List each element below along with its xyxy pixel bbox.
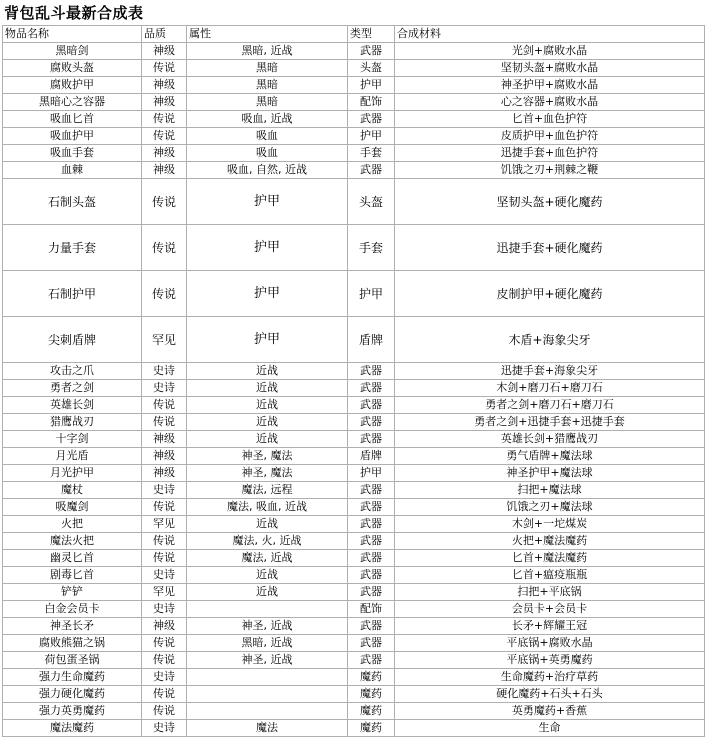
table-row: [3, 94, 705, 111]
cell-item-name: 力量手套: [3, 225, 142, 271]
cell-item-name: 石制护甲: [3, 271, 142, 317]
cell-recipe: 坚韧头盔+腐败水晶: [395, 60, 705, 77]
cell-quality: 传说: [142, 397, 187, 414]
cell-recipe: 勇者之剑+迅捷手套+迅捷手套: [395, 414, 705, 431]
cell-recipe: 扫把+平底锅: [395, 584, 705, 601]
cell-item-name: 猎鹰战刃: [3, 414, 142, 431]
cell-quality: 神级: [142, 94, 187, 111]
cell-item-name: 剧毒匕首: [3, 567, 142, 584]
cell-attribute: 黑暗, 近战: [187, 43, 348, 60]
cell-attribute: 魔法, 火, 近战: [187, 533, 348, 550]
cell-quality: 罕见: [142, 516, 187, 533]
cell-quality: 史诗: [142, 380, 187, 397]
cell-item-name: 魔法魔药: [3, 720, 142, 737]
cell-item-name: 腐败护甲: [3, 77, 142, 94]
table-row: [3, 482, 705, 499]
cell-quality: 史诗: [142, 601, 187, 618]
cell-attribute: 近战: [187, 584, 348, 601]
table-row: [3, 145, 705, 162]
cell-item-name: 攻击之爪: [3, 363, 142, 380]
table-row: [3, 533, 705, 550]
cell-type: 魔药: [348, 720, 395, 737]
cell-item-name: 强力生命魔药: [3, 669, 142, 686]
cell-recipe: 皮制护甲+硬化魔药: [395, 271, 705, 317]
table-row: [3, 584, 705, 601]
cell-recipe: 硬化魔药+石头+石头: [395, 686, 705, 703]
table-row: [3, 567, 705, 584]
cell-recipe: 平底锅+英勇魔药: [395, 652, 705, 669]
table-row: [3, 703, 705, 720]
cell-type: 武器: [348, 516, 395, 533]
cell-attribute: 魔法, 近战: [187, 550, 348, 567]
table-row: [3, 111, 705, 128]
table-row: [3, 686, 705, 703]
cell-recipe: 坚韧头盔+硬化魔药: [395, 179, 705, 225]
cell-type: 武器: [348, 363, 395, 380]
cell-type: 手套: [348, 225, 395, 271]
table-row: [3, 77, 705, 94]
cell-item-name: 月光护甲: [3, 465, 142, 482]
cell-quality: 传说: [142, 703, 187, 720]
cell-item-name: 魔杖: [3, 482, 142, 499]
cell-item-name: 石制头盔: [3, 179, 142, 225]
cell-recipe: 匕首+血色护符: [395, 111, 705, 128]
cell-type: 武器: [348, 499, 395, 516]
cell-quality: 史诗: [142, 363, 187, 380]
cell-type: 武器: [348, 414, 395, 431]
cell-quality: 神级: [142, 43, 187, 60]
cell-attribute: 魔法, 吸血, 近战: [187, 499, 348, 516]
cell-quality: 史诗: [142, 567, 187, 584]
cell-quality: 传说: [142, 225, 187, 271]
cell-item-name: 尖刺盾牌: [3, 317, 142, 363]
cell-item-name: 腐败头盔: [3, 60, 142, 77]
cell-quality: 传说: [142, 686, 187, 703]
cell-attribute: 黑暗: [187, 77, 348, 94]
cell-item-name: 黑暗心之容器: [3, 94, 142, 111]
cell-type: 头盔: [348, 60, 395, 77]
cell-attribute: 吸血, 近战: [187, 111, 348, 128]
table-row: [3, 128, 705, 145]
cell-attribute: 神圣, 魔法: [187, 448, 348, 465]
cell-recipe: 匕首+瘟疫瓶瓶: [395, 567, 705, 584]
cell-recipe: 生命魔药+治疗草药: [395, 669, 705, 686]
header-recipe: 合成材料: [395, 26, 705, 43]
cell-item-name: 吸血护甲: [3, 128, 142, 145]
table-row: [3, 397, 705, 414]
cell-item-name: 神圣长矛: [3, 618, 142, 635]
cell-quality: 传说: [142, 111, 187, 128]
cell-attribute: [187, 601, 348, 618]
cell-quality: 神级: [142, 162, 187, 179]
table-row: [3, 499, 705, 516]
cell-attribute: 护甲: [187, 225, 348, 271]
cell-attribute: 护甲: [187, 317, 348, 363]
cell-quality: 传说: [142, 271, 187, 317]
table-header-row: [3, 26, 705, 43]
cell-quality: 传说: [142, 550, 187, 567]
cell-attribute: 神圣, 近战: [187, 618, 348, 635]
cell-item-name: 勇者之剑: [3, 380, 142, 397]
cell-attribute: 黑暗: [187, 94, 348, 111]
cell-item-name: 火把: [3, 516, 142, 533]
table-row: [3, 380, 705, 397]
table-row: [3, 414, 705, 431]
cell-type: 武器: [348, 533, 395, 550]
cell-type: 配饰: [348, 94, 395, 111]
cell-attribute: [187, 669, 348, 686]
cell-recipe: 英雄长剑+猎鹰战刃: [395, 431, 705, 448]
cell-recipe: 饥饿之刃+魔法球: [395, 499, 705, 516]
table-row: [3, 448, 705, 465]
cell-type: 配饰: [348, 601, 395, 618]
cell-type: 武器: [348, 567, 395, 584]
cell-type: 武器: [348, 652, 395, 669]
cell-recipe: 迅捷手套+血色护符: [395, 145, 705, 162]
cell-recipe: 木剑+一坨煤炭: [395, 516, 705, 533]
cell-type: 武器: [348, 431, 395, 448]
cell-quality: 传说: [142, 499, 187, 516]
cell-attribute: 近战: [187, 363, 348, 380]
cell-quality: 神级: [142, 448, 187, 465]
table-row: [3, 431, 705, 448]
cell-quality: 神级: [142, 431, 187, 448]
cell-type: 盾牌: [348, 317, 395, 363]
cell-type: 护甲: [348, 465, 395, 482]
cell-attribute: 近战: [187, 431, 348, 448]
cell-attribute: [187, 686, 348, 703]
cell-attribute: 近战: [187, 414, 348, 431]
cell-quality: 史诗: [142, 720, 187, 737]
cell-type: 武器: [348, 380, 395, 397]
cell-attribute: 近战: [187, 380, 348, 397]
table-row: [3, 60, 705, 77]
cell-quality: 神级: [142, 618, 187, 635]
cell-item-name: 白金会员卡: [3, 601, 142, 618]
cell-item-name: 荷包蛋圣锅: [3, 652, 142, 669]
cell-type: 盾牌: [348, 448, 395, 465]
cell-quality: 史诗: [142, 669, 187, 686]
cell-attribute: 近战: [187, 397, 348, 414]
cell-quality: 神级: [142, 145, 187, 162]
table-row: [3, 465, 705, 482]
cell-item-name: 腐败熊猫之锅: [3, 635, 142, 652]
cell-item-name: 吸血手套: [3, 145, 142, 162]
cell-item-name: 幽灵匕首: [3, 550, 142, 567]
cell-type: 手套: [348, 145, 395, 162]
cell-quality: 传说: [142, 533, 187, 550]
cell-type: 武器: [348, 162, 395, 179]
cell-recipe: 生命: [395, 720, 705, 737]
table-row: [3, 225, 705, 271]
cell-quality: 史诗: [142, 482, 187, 499]
header-item-name: 物品名称: [3, 26, 142, 43]
table-row: [3, 720, 705, 737]
cell-item-name: 吸血匕首: [3, 111, 142, 128]
cell-attribute: 护甲: [187, 179, 348, 225]
cell-recipe: 英勇魔药+香蕉: [395, 703, 705, 720]
table-row: [3, 317, 705, 363]
cell-item-name: 吸魔剑: [3, 499, 142, 516]
table-row: [3, 550, 705, 567]
cell-quality: 神级: [142, 465, 187, 482]
cell-recipe: 勇者之剑+磨刀石+磨刀石: [395, 397, 705, 414]
table-row: [3, 635, 705, 652]
cell-attribute: 护甲: [187, 271, 348, 317]
cell-quality: 传说: [142, 128, 187, 145]
cell-recipe: 木剑+磨刀石+磨刀石: [395, 380, 705, 397]
cell-item-name: 十字剑: [3, 431, 142, 448]
cell-attribute: 近战: [187, 516, 348, 533]
table-row: [3, 179, 705, 225]
cell-quality: 传说: [142, 414, 187, 431]
cell-quality: 罕见: [142, 584, 187, 601]
cell-type: 武器: [348, 618, 395, 635]
cell-item-name: 黑暗剑: [3, 43, 142, 60]
cell-type: 武器: [348, 584, 395, 601]
cell-type: 护甲: [348, 128, 395, 145]
cell-attribute: 吸血: [187, 128, 348, 145]
cell-item-name: 血棘: [3, 162, 142, 179]
cell-recipe: 匕首+魔法魔药: [395, 550, 705, 567]
table-row: [3, 652, 705, 669]
cell-recipe: 心之容器+腐败水晶: [395, 94, 705, 111]
cell-attribute: 黑暗: [187, 60, 348, 77]
cell-recipe: 神圣护甲+腐败水晶: [395, 77, 705, 94]
cell-attribute: 近战: [187, 567, 348, 584]
cell-type: 魔药: [348, 669, 395, 686]
header-type: 类型: [348, 26, 395, 43]
cell-item-name: 月光盾: [3, 448, 142, 465]
cell-recipe: 迅捷手套+硬化魔药: [395, 225, 705, 271]
cell-recipe: 饥饿之刃+荆棘之鞭: [395, 162, 705, 179]
cell-type: 魔药: [348, 686, 395, 703]
cell-attribute: 黑暗, 近战: [187, 635, 348, 652]
cell-quality: 传说: [142, 635, 187, 652]
cell-type: 护甲: [348, 271, 395, 317]
cell-recipe: 平底锅+腐败水晶: [395, 635, 705, 652]
cell-quality: 罕见: [142, 317, 187, 363]
cell-attribute: 神圣, 魔法: [187, 465, 348, 482]
cell-recipe: 迅捷手套+海象尖牙: [395, 363, 705, 380]
cell-type: 武器: [348, 482, 395, 499]
cell-recipe: 神圣护甲+魔法球: [395, 465, 705, 482]
cell-recipe: 会员卡+会员卡: [395, 601, 705, 618]
cell-item-name: 魔法火把: [3, 533, 142, 550]
cell-item-name: 强力英勇魔药: [3, 703, 142, 720]
cell-quality: 神级: [142, 77, 187, 94]
table-row: [3, 618, 705, 635]
table-row: [3, 601, 705, 618]
cell-type: 武器: [348, 550, 395, 567]
table-row: [3, 271, 705, 317]
cell-recipe: 光剑+腐败水晶: [395, 43, 705, 60]
cell-type: 头盔: [348, 179, 395, 225]
cell-quality: 传说: [142, 60, 187, 77]
cell-recipe: 长矛+辉耀王冠: [395, 618, 705, 635]
table-row: [3, 363, 705, 380]
recipe-table: [2, 25, 705, 737]
cell-recipe: 皮质护甲+血色护符: [395, 128, 705, 145]
table-row: [3, 162, 705, 179]
cell-attribute: 魔法: [187, 720, 348, 737]
cell-item-name: 英雄长剑: [3, 397, 142, 414]
cell-type: 魔药: [348, 703, 395, 720]
table-row: [3, 43, 705, 60]
cell-attribute: [187, 703, 348, 720]
cell-type: 武器: [348, 635, 395, 652]
table-body: [3, 26, 705, 737]
table-row: [3, 669, 705, 686]
cell-item-name: 铲铲: [3, 584, 142, 601]
table-row: [3, 516, 705, 533]
header-quality: 品质: [142, 26, 187, 43]
cell-type: 武器: [348, 111, 395, 128]
cell-quality: 传说: [142, 179, 187, 225]
header-attribute: 属性: [187, 26, 348, 43]
page-title: 背包乱斗最新合成表: [4, 4, 144, 22]
cell-type: 护甲: [348, 77, 395, 94]
cell-recipe: 火把+魔法魔药: [395, 533, 705, 550]
cell-recipe: 勇气盾牌+魔法球: [395, 448, 705, 465]
cell-quality: 传说: [142, 652, 187, 669]
cell-type: 武器: [348, 43, 395, 60]
cell-attribute: 魔法, 远程: [187, 482, 348, 499]
cell-recipe: 扫把+魔法球: [395, 482, 705, 499]
cell-attribute: 吸血: [187, 145, 348, 162]
cell-recipe: 木盾+海象尖牙: [395, 317, 705, 363]
cell-item-name: 强力硬化魔药: [3, 686, 142, 703]
cell-attribute: 神圣, 近战: [187, 652, 348, 669]
cell-attribute: 吸血, 自然, 近战: [187, 162, 348, 179]
cell-type: 武器: [348, 397, 395, 414]
